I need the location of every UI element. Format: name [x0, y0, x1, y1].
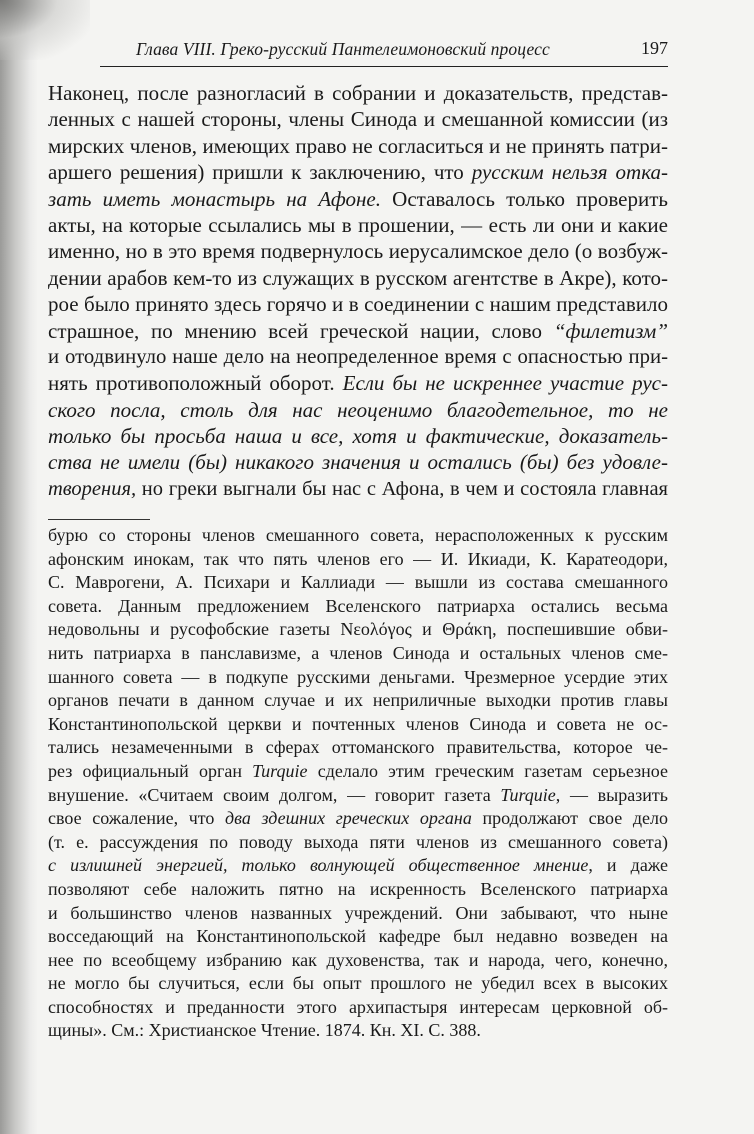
footnote-line: совета. Данным предложением Вселенского патриарха остались весьма: [48, 595, 668, 616]
text-line: дении арабов кем-то из служащих в русском агентстве в Акре), кото-: [48, 265, 668, 290]
text-line: [48, 318, 668, 344]
text-span: аршего решения) пришли к заключению, что: [48, 160, 472, 185]
text-span: , поспешившие обви-: [492, 619, 668, 640]
text-span: продолжают свое дело: [471, 808, 668, 829]
footnote-line: [48, 854, 668, 878]
text-line: только бы просьба наша и все, хотя и фактические, доказатель-: [48, 424, 668, 449]
footnote: [48, 524, 668, 1043]
text-span: Оставалось только проверить: [380, 186, 668, 211]
italic-emphasis: “филетизм”: [553, 318, 668, 343]
footnote-line: шанного совета — в подкупе русскими деньгами. Чрезмерное усердие этих: [48, 666, 668, 687]
text-line: [48, 159, 668, 185]
footnote-line: щины». См.: Христианское Чтение. 1874. Кн. XI. С. 388.: [48, 1020, 481, 1041]
text-line: мирских членов, имеющих право не согласиться и не принять патри-: [48, 133, 668, 158]
italic-emphasis: с излишней энергией, только волнующей общественное мнение: [48, 855, 589, 876]
scan-shadow-left: [0, 0, 38, 1134]
footnote-line: и большинство членов названных учреждений. Они забывают, что ныне: [48, 902, 668, 923]
text-span: и: [411, 619, 443, 640]
footnote-line: тались незамеченными в сферах оттоманского правительства, которое че-: [48, 737, 668, 758]
text-line: именно, но в это время подвернулось иерусалимское дело (о возбуж-: [48, 239, 668, 264]
italic-emphasis: творения,: [48, 477, 137, 500]
text-line: рое было принято здесь горячо и в соединении с нашим представило: [48, 292, 668, 317]
text-span: рез официальный орган: [48, 760, 253, 781]
text-line: ленных с нашей стороны, члены Синода и смешанной комиссии (из: [48, 107, 668, 132]
footnote-line: нее по всеобщему избранию как духовенства, так и народа, чего, конечно,: [48, 949, 668, 970]
footnote-line: органов печати в данном случае и их неприличные выходки против главы: [48, 690, 668, 711]
footnote-line: (т. е. рассуждения по поводу выхода пяти членов из смешанного совета): [48, 831, 668, 852]
footnote-line: [48, 760, 668, 784]
footnote-line: нить патриарха в панславизме, а членов Синода и остальных членов сме-: [48, 642, 668, 663]
italic-emphasis: русским нельзя отка-: [471, 160, 668, 185]
text-span: страшное, по мнению всей греческой нации, слово: [48, 318, 554, 343]
footnote-line: [48, 784, 668, 808]
text-line: [48, 186, 668, 212]
italic-emphasis: зать иметь монастырь на Афоне.: [48, 186, 381, 211]
footnote-line: восседающий на Константинопольской кафедре был недавно возведен на: [48, 926, 668, 947]
footnote-line: способностях и преданности этого архипастыря интересам церковной об-: [48, 996, 668, 1017]
text-line: [48, 370, 668, 396]
text-span: , — выразить: [555, 784, 668, 805]
greek-title: Νεολόγος: [340, 619, 412, 640]
footnote-line: [48, 618, 668, 642]
text-line: Наконец, после разногласий в собрании и доказательств, представ-: [48, 81, 668, 105]
italic-emphasis: Turquie: [500, 784, 556, 805]
footnote-line: Константинопольской церкви и почтенных членов Синода и совета не ос-: [48, 713, 668, 734]
greek-title: Θράκη: [442, 619, 493, 640]
footnote-rule: [48, 519, 150, 520]
italic-emphasis: Turquie: [252, 760, 308, 781]
text-span: внушение. «Считаем своим долгом, — говорит газета: [48, 784, 501, 805]
italic-emphasis: Если бы не искреннее участие рус-: [342, 371, 668, 396]
text-span: сделало этим греческим газетам серьезное: [307, 760, 668, 781]
text-line: ства не имели (бы) никакого значения и остались (бы) без удовле-: [48, 450, 668, 475]
text-line: ского посла, столь для нас неоценимо благодетельное, то не: [48, 397, 668, 422]
text-line: и отодвинуло наше дело на неопределенное время с опасностью при-: [48, 345, 668, 368]
text-line: [48, 476, 668, 502]
page-header: [100, 38, 668, 67]
footnote-line: бурю со стороны членов смешанного совета, нерасположенных к русским: [48, 525, 668, 545]
footnote-line: С. Маврогени, А. Психари и Каллиади — вышли из состава смешанного: [48, 572, 668, 593]
footnote-line: не могло бы случиться, если бы опыт прошлого не убедил всех в высоких: [48, 973, 668, 994]
text-span: недовольны и русофобские газеты: [48, 619, 341, 640]
text-span: но греки выгнали бы нас с Афона, в чем и состояла главная: [136, 477, 668, 500]
footnote-line: позволяют себе наложить пятно на искренность Вселенского патриарха: [48, 878, 668, 899]
footnote-line: афонским инокам, так что пять членов его — И. Икиади, К. Каратеодори,: [48, 548, 668, 569]
italic-emphasis: два здешних греческих органа: [225, 808, 472, 829]
footnote-line: [48, 807, 668, 831]
scan-shadow-corner: [0, 0, 90, 60]
text-span: свое сожаление, что: [48, 808, 226, 829]
main-text: [48, 80, 668, 502]
text-line: акты, на которые ссылались мы в прошении, — есть ли они и какие: [48, 212, 668, 237]
text-span: нять противоположный оборот.: [48, 371, 343, 396]
running-title: Глава VIII. Греко-русский Пантелеимоновский процесс: [136, 39, 550, 59]
page-number: 197: [641, 38, 668, 58]
text-span: , и даже: [588, 855, 668, 876]
